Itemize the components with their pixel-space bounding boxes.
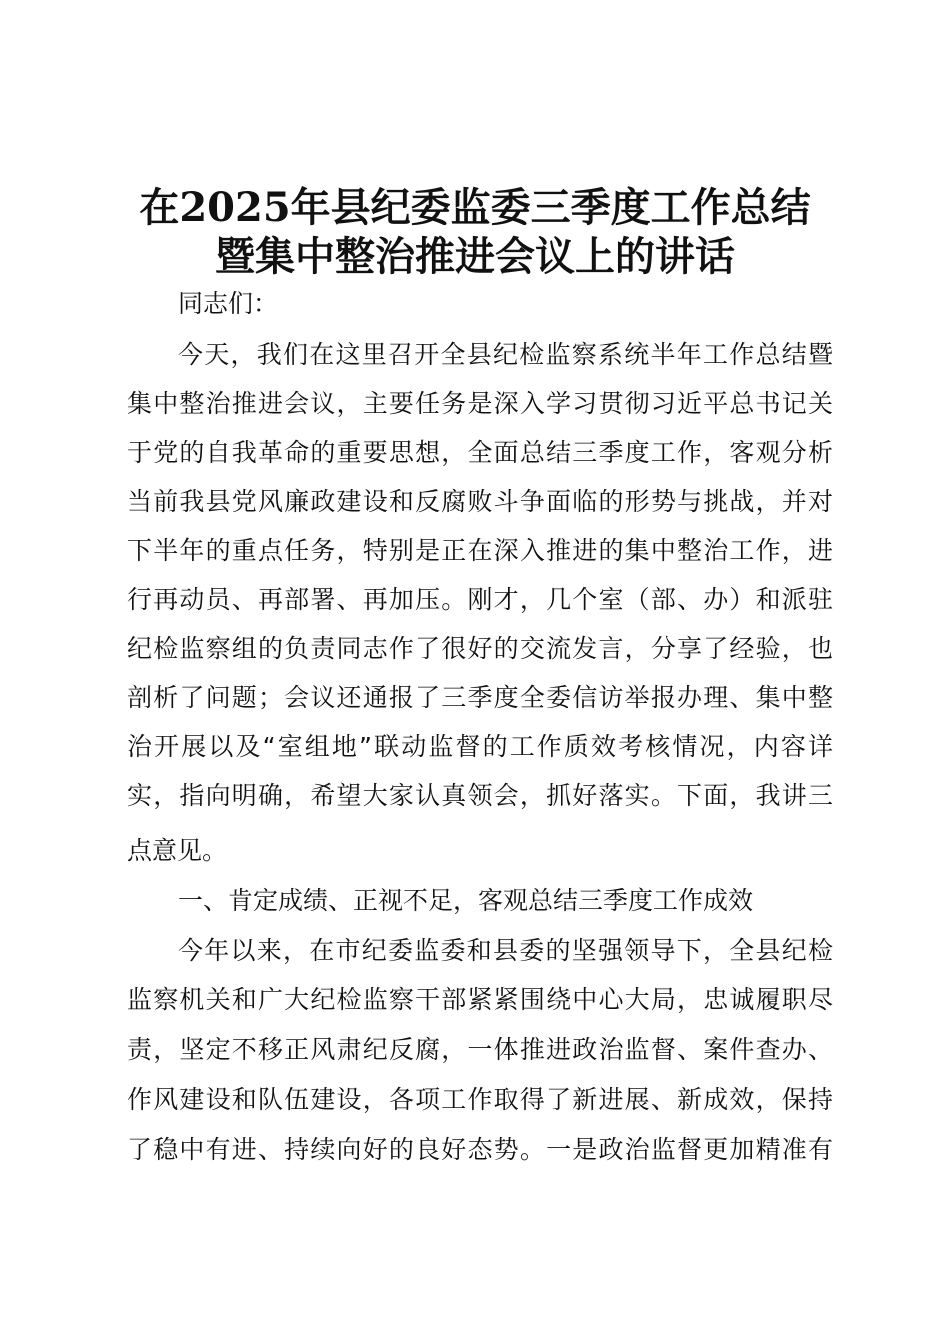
paragraph-line: 集中整治推进会议，主要任务是深入学习贯彻习近平总书记关: [127, 389, 833, 418]
paragraph-line: 当前我县党风廉政建设和反腐败斗争面临的形势与挑战，并对: [127, 487, 833, 516]
paragraph-line: 监察机关和广大纪检监察干部紧紧围绕中心大局，忠诚履职尽: [127, 985, 833, 1014]
paragraph-line: 行再动员、再部署、再加压。刚才，几个室（部、办）和派驻: [127, 585, 833, 614]
document-title-line-1: 在2025年县纪委监委三季度工作总结: [139, 184, 811, 231]
paragraph-line: 剖析了问题；会议还通报了三季度全委信访举报办理、集中整: [127, 683, 833, 712]
paragraph-line: 了稳中有进、持续向好的良好态势。一是政治监督更加精准有: [127, 1135, 833, 1164]
paragraph-line: 作风建设和队伍建设，各项工作取得了新进展、新成效，保持: [127, 1085, 833, 1114]
paragraph-line: 今年以来，在市纪委监委和县委的坚强领导下，全县纪检: [178, 936, 833, 965]
paragraph-line: 实，指向明确，希望大家认真领会，抓好落实。下面，我讲三: [127, 781, 833, 810]
paragraph-line: 于党的自我革命的重要思想，全面总结三季度工作，客观分析: [127, 438, 833, 467]
paragraph-line: 今天，我们在这里召开全县纪检监察系统半年工作总结暨: [178, 340, 833, 369]
section-1-heading: 一、肯定成绩、正视不足，客观总结三季度工作成效: [178, 886, 754, 915]
paragraph-line: 治开展以及“室组地”联动监督的工作质效考核情况，内容详: [127, 732, 833, 761]
paragraph-line: 下半年的重点任务，特别是正在深入推进的集中整治工作，进: [127, 536, 833, 565]
paragraph-line: 纪检监察组的负责同志作了很好的交流发言，分享了经验，也: [127, 634, 833, 663]
paragraph-line: 点意见。: [127, 836, 228, 865]
salutation: 同志们：: [178, 289, 279, 318]
paragraph-line: 责，坚定不移正风肃纪反腐，一体推进政治监督、案件查办、: [127, 1035, 833, 1064]
document-title-line-2: 暨集中整治推进会议上的讲话: [215, 233, 735, 280]
